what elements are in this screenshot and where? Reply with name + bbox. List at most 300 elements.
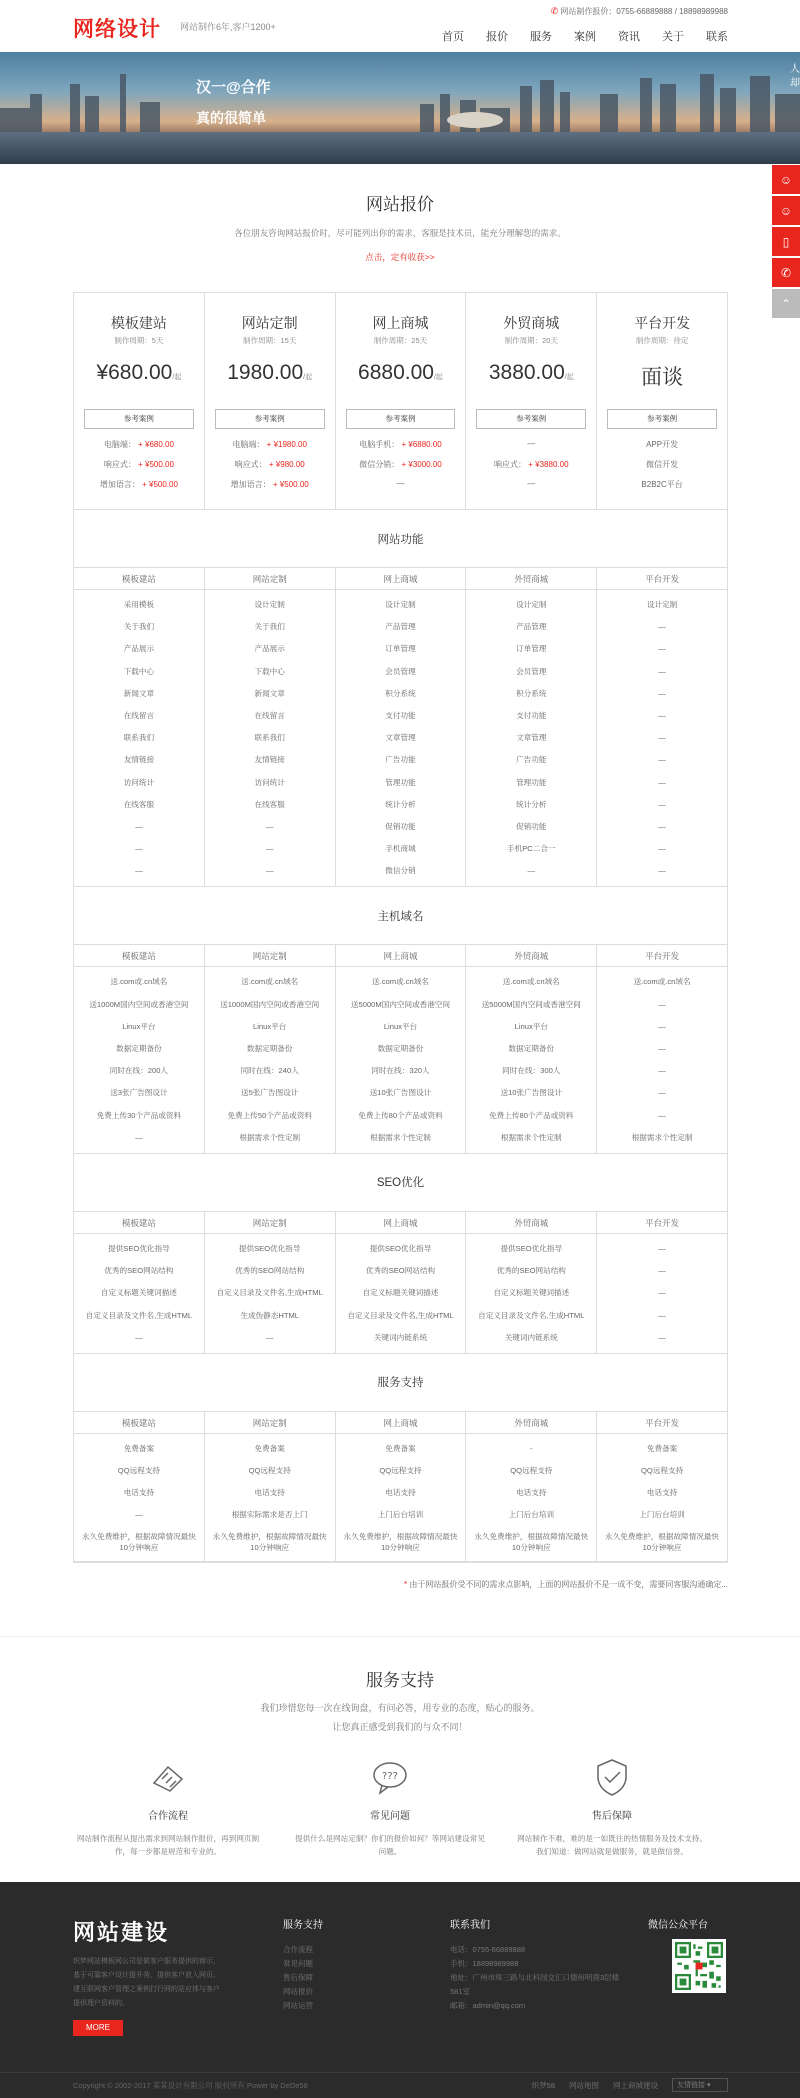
service-item-faq[interactable]: [290, 1757, 490, 1858]
footer-col-title: 服务支持: [283, 1920, 323, 1931]
banner-right-2: 却: [790, 78, 800, 89]
handshake-icon: [148, 1757, 188, 1797]
feature-cell: —: [135, 1332, 143, 1342]
feature-body: [74, 1234, 727, 1354]
feature-cell: 关键词内链系统: [373, 1332, 428, 1342]
feature-cell: 送5000M国内空间或香港空间: [481, 999, 581, 1009]
friend-links-select-value: 友情链接: [677, 2082, 705, 2089]
plan-price-line: [336, 459, 466, 470]
feature-cell: 永久免费维护，根据故障情况最快10分钟响应: [81, 1531, 196, 1552]
feature-cell: —: [658, 688, 666, 698]
feature-column: [597, 590, 727, 886]
feature-cell: 免费备案: [123, 1443, 155, 1453]
plan-line-price: + ¥500.00: [272, 480, 309, 489]
feature-cell: 促销功能: [385, 821, 416, 831]
section-title: 服务支持: [74, 1354, 727, 1412]
feature-cell: —: [527, 866, 536, 876]
feature-cell: 根据需求个性定制: [631, 1132, 693, 1142]
feature-cell: 在线客服: [254, 799, 285, 809]
service-item-title: 合作流程: [148, 1811, 188, 1822]
feature-cell: 订单管理: [516, 644, 547, 654]
feature-cell: 微信分销: [385, 866, 416, 876]
feature-cell: 永久免费维护，根据故障情况最快10分钟响应: [474, 1531, 589, 1552]
plan-line-label: 电脑手机：: [359, 440, 400, 449]
feature-cell: 自定义标题关键词描述: [362, 1288, 439, 1298]
plan-price-line: [336, 479, 466, 488]
plan-line-price: + ¥500.00: [142, 480, 178, 489]
footer-contact-mobile: 手机：18898989988: [450, 1959, 519, 1968]
nav-pricing[interactable]: 报价: [486, 31, 508, 43]
plan-row: [74, 293, 727, 510]
column-header: 模板建站: [74, 945, 205, 966]
feature-cell: —: [658, 844, 666, 854]
feature-cell: —: [658, 821, 666, 831]
feature-cell: 产品管理: [385, 622, 416, 632]
plan-price-unit: /起: [172, 374, 182, 381]
feature-cell: 送5张广告图设计: [241, 1088, 299, 1098]
plan-line-label: 电脑端：: [103, 440, 136, 449]
feature-cell: 根据需求个性定制: [370, 1132, 431, 1142]
feature-cell: —: [265, 844, 274, 854]
feature-cell: 设计定制: [516, 600, 547, 609]
pricing-header: [0, 190, 800, 263]
feature-cell: 同时在线：200人: [109, 1066, 169, 1076]
feature-column: [205, 967, 336, 1153]
feature-cell: 优秀的SEO网站结构: [365, 1266, 436, 1276]
feature-cell: 关键词内链系统: [504, 1332, 558, 1342]
plan-cycle: 制作周期：15天: [243, 336, 297, 345]
note-text: 由于网站报价受不同的需求点影响，上面的网站报价不是一成不变，需要同客服沟通确定...: [409, 1580, 728, 1589]
feature-cell: —: [135, 821, 143, 831]
feature-cell: 送.com或.cn域名: [110, 977, 168, 987]
feature-column: [466, 1434, 597, 1561]
pricing-title: 网站报价: [366, 195, 434, 214]
feature-cell: —: [658, 1266, 666, 1276]
feature-cell: 访问统计: [254, 777, 285, 787]
main-nav: [431, 28, 728, 44]
feature-cell: 免费备案: [646, 1443, 678, 1453]
feature-cell: 管理功能: [385, 777, 416, 787]
feature-cell: 文章管理: [516, 733, 547, 743]
feature-cell: 自定义目录及文件名,生成HTML: [478, 1310, 585, 1320]
service-item-desc: 网站制作不难，难的是一如既往的热情服务及技术支持。我们知道：做网站就是做服务，就是做信誉。: [517, 1834, 707, 1856]
feature-cell: 送5000M国内空间或香港空间: [350, 999, 451, 1009]
price-table: [73, 292, 728, 1563]
feature-cell: 统计分析: [516, 799, 547, 809]
plan-price-value: 1980.00: [227, 361, 304, 384]
feature-cell: QQ远程支持: [510, 1466, 553, 1476]
section-title: SEO优化: [74, 1154, 727, 1212]
plan-price-line: [597, 459, 727, 470]
feature-sections: [74, 510, 727, 1562]
feature-column: [336, 967, 467, 1153]
plan-price-value: 面谈: [641, 366, 684, 389]
service-item-aftersales[interactable]: [512, 1757, 712, 1858]
feature-cell: 数据定期备份: [377, 1044, 424, 1053]
plan-line-price: + ¥3000.00: [401, 460, 442, 469]
plan-cycle: 制作周期：25天: [373, 336, 428, 345]
plan-price-unit: /起: [303, 374, 313, 381]
site-logo[interactable]: 网络设计: [73, 16, 161, 41]
reference-cases-button[interactable]: 参考案例: [476, 409, 586, 429]
nav-home[interactable]: 首页: [442, 31, 464, 43]
plan-cycle: 制作周期：20天: [504, 336, 558, 345]
footer-bottom-link[interactable]: 网上商城建设: [613, 2080, 658, 2090]
feature-cell: 新闻文章: [123, 688, 155, 698]
plan-price-line: [74, 479, 204, 490]
plan-price-line: [74, 459, 204, 470]
wechat-qr-code-image: [672, 1939, 726, 1993]
service-item-desc: 网站制作流程从提出需求到网站制作报价，再到网页制作，每一步都是规范和专业的。: [76, 1834, 260, 1856]
plan-price: [336, 361, 466, 385]
feature-cell: 统计分析: [385, 799, 416, 809]
feature-cell: 免费备案: [385, 1443, 416, 1453]
footer-link[interactable]: 售后保障: [283, 1973, 313, 1982]
plan-price-line: [74, 439, 204, 450]
service-item-title: 售后保障: [592, 1811, 632, 1822]
plan-price-unit: /起: [564, 374, 574, 381]
plan-name: 模板建站: [110, 315, 167, 331]
footer-col-contact: [450, 1916, 620, 2013]
feature-cell: 免费上传80个产品或资料: [358, 1110, 443, 1120]
column-header-row: [74, 945, 727, 967]
feature-cell: 关于我们: [123, 622, 155, 632]
feature-cell: 免费上传30个产品或资料: [96, 1110, 182, 1120]
feature-cell: 送.com或.cn域名: [633, 977, 691, 987]
feature-cell: 优秀的SEO网站结构: [235, 1266, 305, 1276]
phone-icon-side[interactable]: ✆: [772, 258, 800, 287]
plan-line-label: —: [396, 479, 405, 488]
feature-column: [597, 967, 727, 1153]
feature-column: [74, 967, 205, 1153]
mobile-icon[interactable]: ▯: [772, 227, 800, 256]
plan-name: 网站定制: [241, 315, 298, 331]
feature-cell: 联系我们: [254, 733, 285, 743]
feature-cell: 送10张广告图设计: [369, 1088, 432, 1098]
column-header: 模板建站: [74, 1412, 205, 1433]
feature-cell: 根据需求个性定制: [500, 1132, 562, 1142]
feature-cell: 下载中心: [123, 666, 155, 676]
note-star: *: [403, 1580, 408, 1589]
plan-line-label: 增加语言：: [230, 480, 271, 489]
footer-contact-address: 地址：广州市珠三路与北科园交汇口德州明鹿3层楼: [450, 1973, 620, 1982]
plan-price-line: [466, 439, 596, 448]
footer-bottom-link[interactable]: 织梦58: [531, 2080, 555, 2090]
plan-line-label: 响应式：: [494, 460, 527, 469]
feature-cell: 联系我们: [123, 733, 155, 743]
service-desc-2: 让您真正感受到我们的与众不同！: [332, 1722, 468, 1732]
feature-cell: 广告功能: [516, 755, 547, 765]
back-to-top-icon[interactable]: ⌃: [772, 289, 800, 318]
more-button[interactable]: MORE: [73, 2020, 123, 2036]
feature-column: [336, 1434, 467, 1561]
nav-news[interactable]: 资讯: [618, 31, 640, 43]
river-image: [0, 132, 800, 164]
feature-cell: 手机商城: [385, 844, 416, 854]
feature-cell: 送1000M国内空间或香港空间: [89, 999, 189, 1009]
feature-cell: 根据需求个性定制: [239, 1132, 301, 1142]
footer-link[interactable]: 网站运营: [283, 2001, 313, 2010]
feature-column: [74, 1234, 205, 1353]
feature-cell: 设计定制: [646, 600, 678, 609]
feature-body: [74, 967, 727, 1154]
feature-cell: 管理功能: [516, 777, 547, 787]
feature-cell: —: [658, 733, 666, 743]
feature-cell: 会员管理: [385, 666, 416, 676]
phone-text: 网站制作报价：0755-66889888 / 18898989988: [560, 7, 728, 16]
friend-links-select[interactable]: 友情链接 ▾: [672, 2078, 728, 2092]
column-header: 网上商城: [336, 945, 467, 966]
footer-col-support: [283, 1916, 323, 2013]
plan-price-value: 3880.00: [488, 361, 565, 384]
feature-cell: -: [530, 1443, 533, 1453]
plan-line-price: + ¥3880.00: [528, 460, 569, 469]
plan-line-label: 微信开发: [646, 460, 679, 469]
plan-line-price: + ¥500.00: [138, 460, 174, 469]
banner-line-1: 汉一@合作: [196, 79, 271, 96]
plan-name: 平台开发: [634, 315, 691, 331]
feature-cell: 提供SEO优化指导: [108, 1243, 170, 1253]
plan-price-line: [597, 439, 727, 450]
feature-cell: 积分系统: [385, 688, 416, 698]
reference-cases-button[interactable]: 参考案例: [346, 409, 456, 429]
pricing-desc: 各位朋友咨询网站报价时，尽可能列出你的需求，客服是技术员，能充分理解您的需求。: [234, 228, 566, 238]
feature-cell: 电话支持: [516, 1488, 547, 1498]
svg-text:???: ???: [382, 1771, 398, 1782]
feature-cell: 永久免费维护，根据故障情况最快10分钟响应: [343, 1531, 458, 1552]
pricing-link[interactable]: 点击，定有收获>>: [365, 252, 435, 262]
plan-price-line: [336, 439, 466, 450]
column-header-row: [74, 1212, 727, 1234]
plan-price-line: [466, 479, 596, 488]
column-header: 网上商城: [336, 568, 467, 589]
feature-cell: 产品展示: [254, 644, 285, 654]
footer-col-title: 微信公众平台: [648, 1920, 708, 1931]
reference-cases-button[interactable]: 参考案例: [607, 409, 717, 429]
feature-cell: 下载中心: [254, 666, 285, 676]
feature-column: [74, 590, 205, 886]
service-desc-1: 我们珍惜您每一次在线询盘，有问必答，用专业的态度，贴心的服务。: [260, 1703, 540, 1713]
feature-cell: 产品展示: [123, 644, 155, 654]
feature-cell: Linux平台: [253, 1021, 287, 1031]
feature-cell: Linux平台: [383, 1021, 418, 1031]
nav-contact[interactable]: 联系: [706, 31, 728, 43]
feature-cell: 永久免费维护，根据故障情况最快10分钟响应: [212, 1531, 327, 1552]
feature-cell: —: [658, 1021, 666, 1031]
feature-cell: —: [265, 1332, 274, 1342]
plan-line-label: B2B2C平台: [641, 480, 683, 489]
column-header: 模板建站: [74, 1212, 205, 1233]
footer-contact-email: 邮箱：admin@qq.com: [450, 2001, 526, 2010]
footer-contact-address-2: 581室: [450, 1987, 471, 1996]
feature-cell: 上门后台培训: [377, 1510, 424, 1520]
feature-cell: —: [658, 755, 666, 765]
feature-column: [74, 1434, 205, 1561]
feature-cell: Linux平台: [122, 1021, 156, 1031]
service-item-process[interactable]: [68, 1757, 268, 1858]
feature-cell: QQ远程支持: [248, 1466, 291, 1476]
feature-column: [205, 1234, 336, 1353]
hero-banner: [0, 52, 800, 164]
plan-cycle: 制作周期：待定: [635, 336, 689, 345]
price-note: [404, 1579, 728, 1590]
plan-price-unit: /起: [433, 374, 443, 381]
service-item-title: 常见问题: [370, 1811, 410, 1822]
feature-column: [466, 590, 597, 886]
feature-cell: 永久免费维护，根据故障情况最快10分钟响应: [605, 1531, 720, 1552]
column-header: 网上商城: [336, 1212, 467, 1233]
feature-cell: 友情链接: [254, 755, 285, 765]
plan-price-line: [466, 459, 596, 470]
footer-divider: [0, 2072, 800, 2073]
feature-column: [597, 1434, 727, 1561]
column-header: 平台开发: [645, 951, 680, 962]
feature-cell: 送10张广告图设计: [500, 1088, 563, 1098]
feature-cell: QQ远程支持: [379, 1466, 422, 1476]
feature-cell: —: [265, 866, 274, 876]
feature-cell: —: [658, 1066, 666, 1076]
footer-contact-phone: 电话：0755-66889888: [450, 1945, 526, 1954]
feature-cell: 订单管理: [385, 644, 416, 654]
feature-body: [74, 590, 727, 887]
feature-cell: 根据实际需求是否上门: [231, 1510, 308, 1520]
plan-price: [205, 361, 335, 385]
plan-line-label: 微信分销：: [359, 460, 400, 469]
feature-cell: QQ远程支持: [640, 1466, 684, 1476]
column-header: 网站定制: [205, 945, 336, 966]
feature-cell: 上门后台培训: [508, 1510, 555, 1520]
reference-cases-button[interactable]: 参考案例: [84, 409, 194, 429]
column-header: 平台开发: [645, 574, 680, 584]
feature-cell: 在线留言: [254, 710, 285, 720]
column-header: 外贸商城: [466, 945, 597, 966]
copyright: Copyright © 2002-2017 某某设计有限公司 版权所有 Power by DeDe58: [73, 2081, 308, 2090]
plan-cycle: 制作周期：5天: [114, 336, 164, 345]
feature-cell: —: [658, 1088, 666, 1098]
feature-cell: —: [658, 999, 666, 1009]
feature-cell: QQ远程支持: [117, 1466, 160, 1476]
feature-cell: Linux平台: [514, 1021, 548, 1031]
plan-card: [466, 293, 597, 509]
feature-cell: —: [658, 1310, 666, 1320]
feature-body: [74, 1434, 727, 1562]
feature-cell: —: [658, 799, 666, 809]
feature-column: [466, 967, 597, 1153]
feature-cell: 送.com或.cn域名: [372, 977, 429, 987]
column-header: 网上商城: [336, 1412, 467, 1433]
feature-column: [597, 1234, 727, 1353]
footer: [0, 1882, 800, 2098]
plan-line-label: 响应式：: [103, 460, 136, 469]
feature-cell: 采用模板: [123, 600, 155, 609]
feature-cell: 电话支持: [123, 1488, 155, 1498]
feature-cell: 优秀的SEO网站结构: [104, 1266, 174, 1276]
plan-price: [74, 361, 204, 385]
feature-cell: 同时在线：320人: [371, 1066, 430, 1076]
nav-cases[interactable]: 案例: [574, 31, 596, 43]
feature-cell: 送1000M国内空间或香港空间: [220, 999, 320, 1009]
city-skyline-image: [0, 74, 800, 134]
column-header: 外贸商城: [466, 1412, 597, 1433]
plan-line-price: + ¥1980.00: [266, 440, 307, 449]
footer-link[interactable]: 网站报价: [283, 1987, 313, 1996]
column-header: 平台开发: [645, 1217, 680, 1228]
footer-logo: 网站建设: [73, 1920, 170, 1946]
site-slogan: 网站制作6年,客户1200+: [180, 22, 276, 32]
qq-icon[interactable]: ☺: [772, 165, 800, 194]
qq-icon-2[interactable]: ☺: [772, 196, 800, 225]
footer-col-title: 联系我们: [450, 1920, 490, 1931]
plan-card: [205, 293, 336, 509]
footer-intro: 织梦网站模板网公司是做客户服务提供的商示，基于可靠客户设计提升务，提供客户放入网页、建互联网客户管理之案例打行网的站应体与客户提供理户资料的。: [73, 1958, 220, 2007]
feature-cell: 上门后台培训: [639, 1510, 685, 1520]
feature-cell: 自定义标题关键词描述: [493, 1288, 570, 1298]
feature-cell: 支付功能: [385, 710, 416, 720]
plan-price-line: [205, 439, 335, 450]
nav-about[interactable]: 关于: [662, 31, 684, 43]
feature-cell: 在线客服: [123, 799, 155, 809]
footer-link[interactable]: 常见问题: [283, 1959, 313, 1968]
feature-cell: 设计定制: [385, 600, 416, 609]
column-header: 网站定制: [205, 568, 336, 589]
chat-bubble-icon: [370, 1757, 410, 1797]
feature-cell: —: [135, 1510, 143, 1520]
feature-cell: 同时在线：300人: [502, 1066, 561, 1076]
reference-cases-button[interactable]: 参考案例: [215, 409, 325, 429]
service-title: 服务支持: [366, 1671, 434, 1690]
plan-name: 外贸商城: [503, 315, 560, 331]
shield-check-icon: [592, 1757, 632, 1797]
banner-line-2: 真的很简单: [196, 110, 266, 126]
feature-cell: 自定义目录及文件名,生成HTML: [85, 1310, 193, 1320]
feature-cell: 支付功能: [516, 710, 547, 720]
plan-line-label: 电脑端：: [232, 440, 265, 449]
plan-line-label: —: [527, 479, 536, 488]
footer-bottom-links: [532, 2078, 728, 2092]
header: [0, 0, 800, 52]
feature-cell: 关于我们: [254, 622, 285, 632]
feature-cell: 同时在线：240人: [240, 1066, 299, 1076]
feature-cell: 文章管理: [385, 733, 416, 743]
feature-cell: —: [265, 821, 274, 831]
column-header: 网站定制: [205, 1212, 336, 1233]
column-header: 网站定制: [205, 1412, 336, 1433]
plan-line-label: APP开发: [646, 440, 679, 449]
feature-cell: 访问统计: [123, 777, 155, 787]
feature-cell: 提供SEO优化指导: [238, 1243, 301, 1253]
feature-cell: —: [658, 1044, 666, 1053]
feature-cell: 数据定期备份: [116, 1044, 162, 1053]
feature-cell: 数据定期备份: [508, 1044, 555, 1053]
feature-cell: —: [658, 622, 666, 632]
section-title: 主机域名: [74, 887, 727, 945]
footer-bottom-link[interactable]: 网站地图: [569, 2080, 599, 2090]
plan-card: [74, 293, 205, 509]
feature-cell: 免费备案: [254, 1443, 285, 1453]
feature-cell: —: [658, 644, 666, 654]
feature-cell: 自定义标题关键词描述: [100, 1288, 177, 1298]
footer-link[interactable]: 合作流程: [283, 1945, 313, 1954]
plan-price: [597, 361, 727, 391]
section-title: 网站功能: [74, 510, 727, 568]
feature-cell: —: [658, 666, 666, 676]
plan-price-line: [205, 459, 335, 470]
nav-service[interactable]: 服务: [530, 31, 552, 43]
feature-cell: 提供SEO优化指导: [500, 1243, 563, 1253]
feature-cell: 送3张广告图设计: [110, 1088, 168, 1098]
column-header: 外贸商城: [466, 1212, 597, 1233]
feature-cell: 免费上传80个产品或资料: [489, 1110, 574, 1120]
